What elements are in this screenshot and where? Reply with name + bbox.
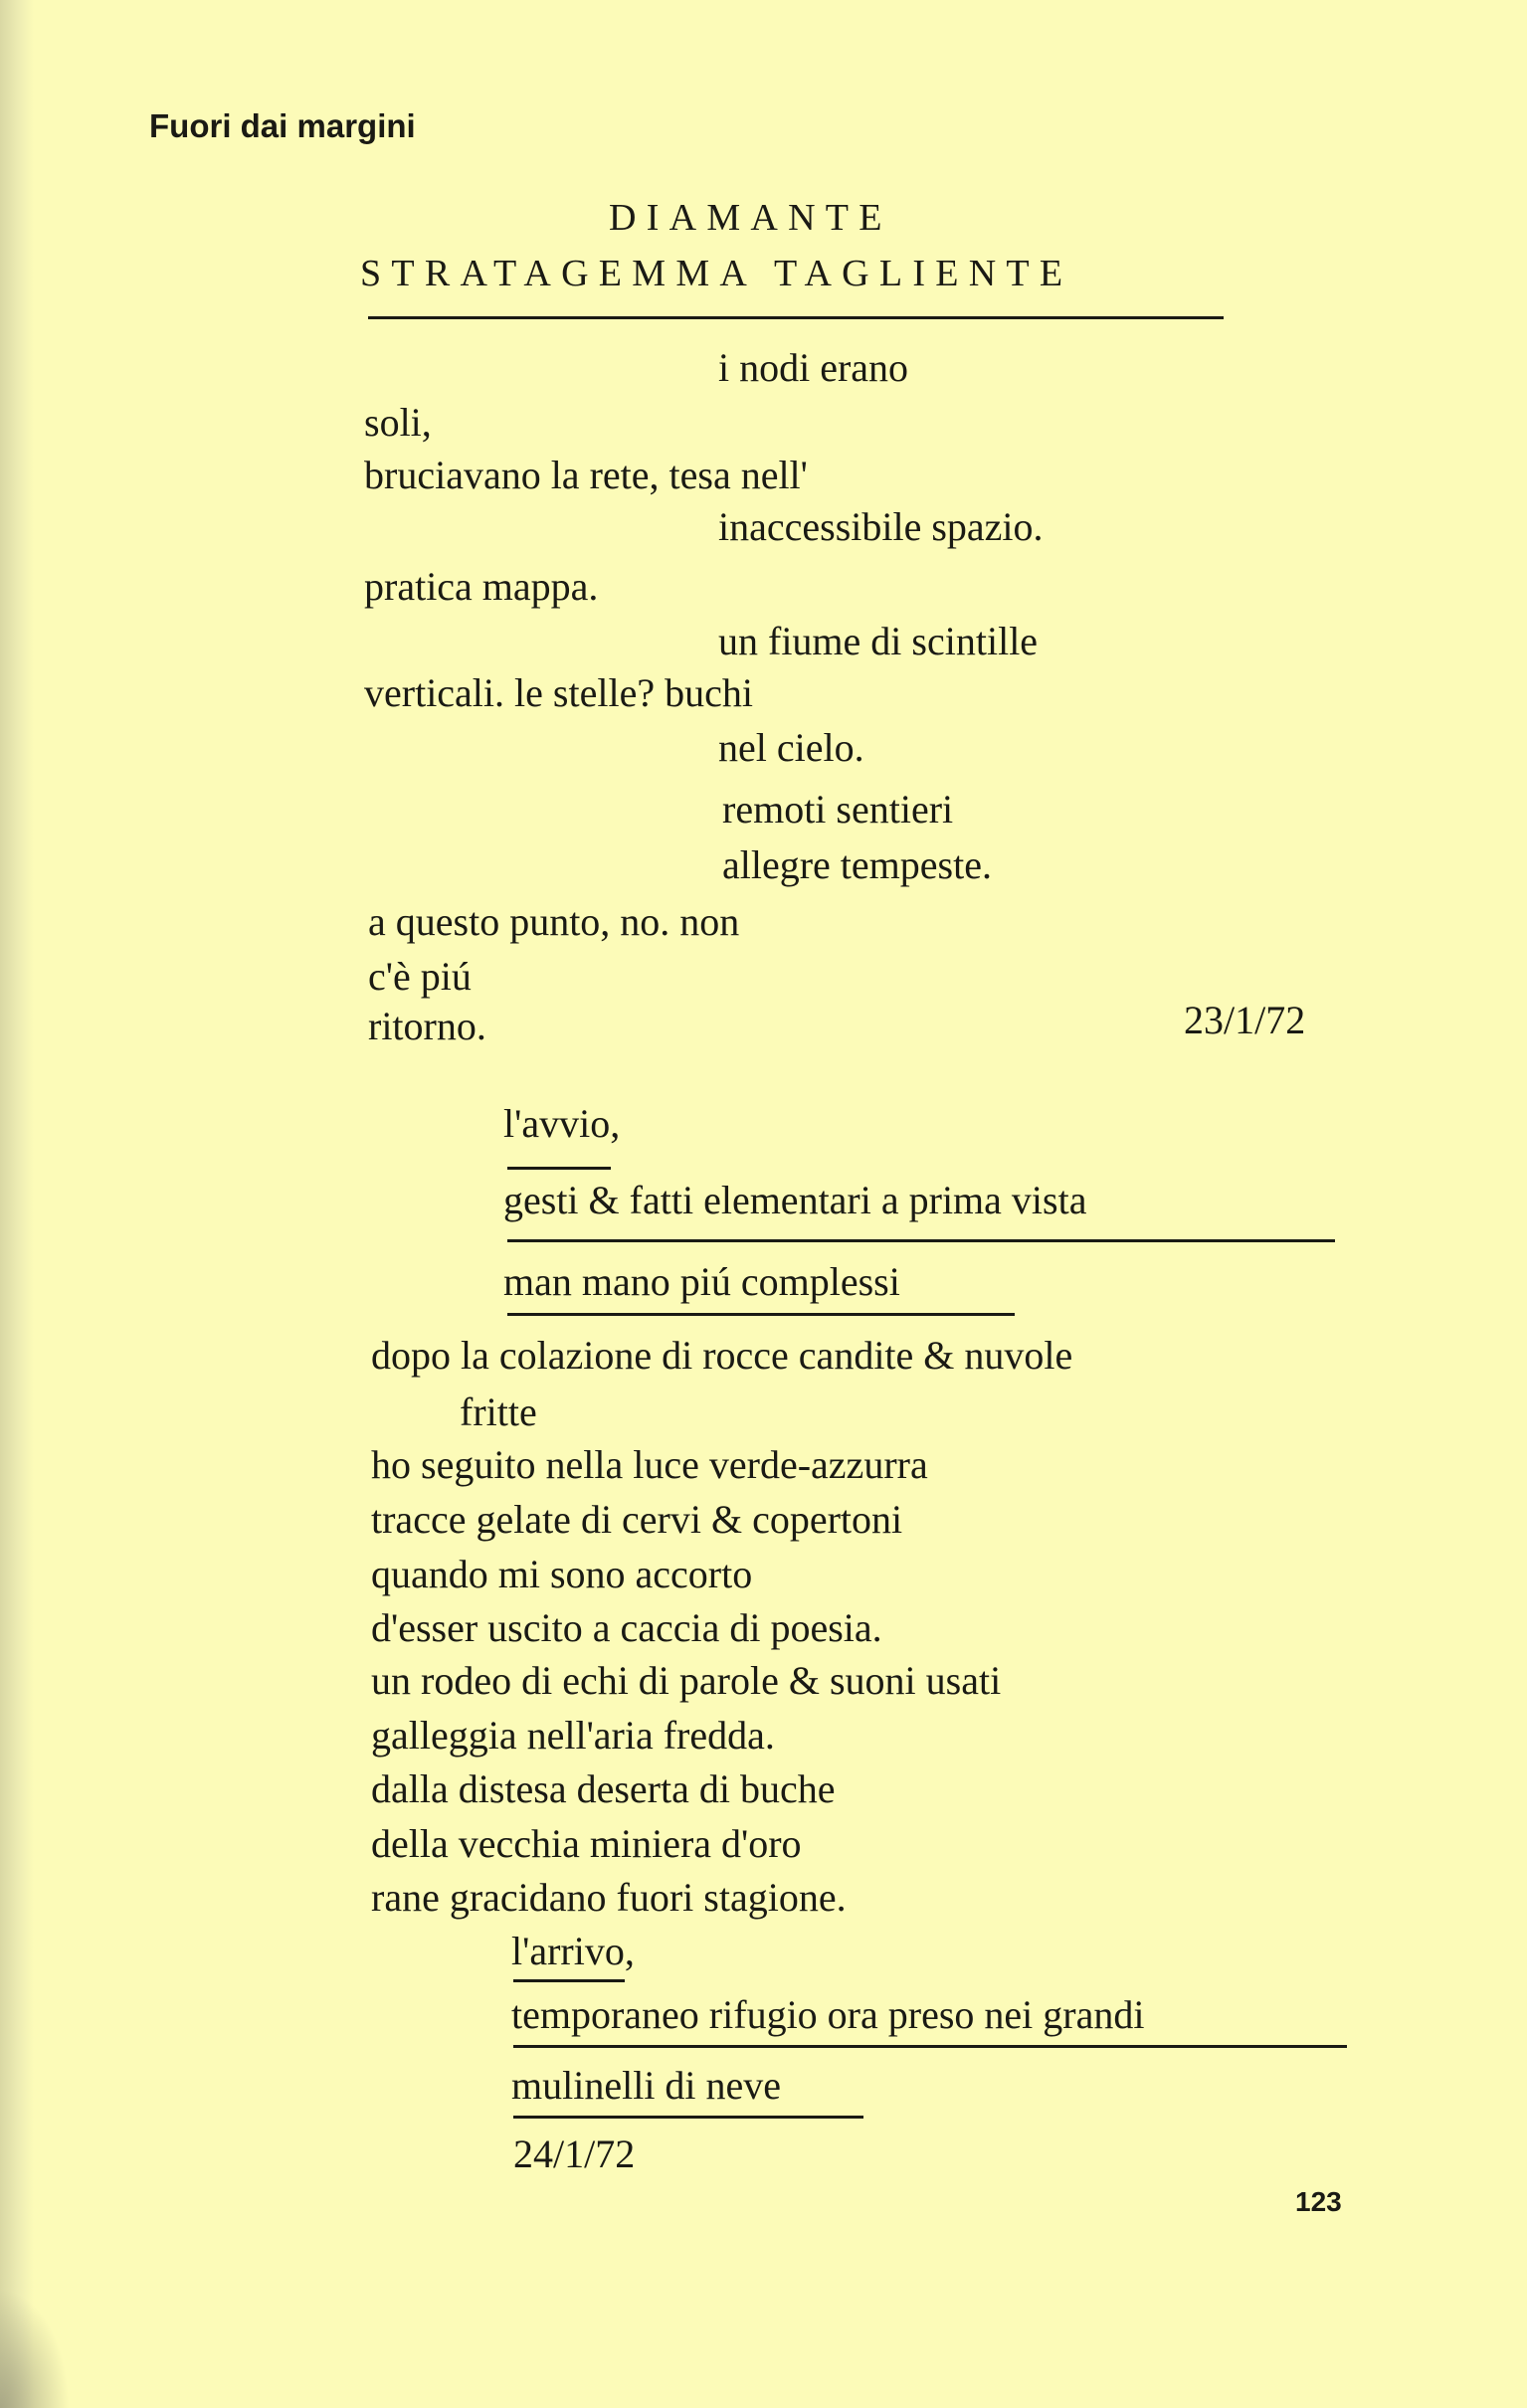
poem-line: ho seguito nella luce verde-azzurra <box>371 1442 928 1487</box>
poem-line: bruciavano la rete, tesa nell' <box>364 453 808 497</box>
poem-line: man mano piú complessi <box>503 1259 900 1304</box>
line-rule <box>507 1313 1015 1316</box>
title-rule <box>368 316 1224 319</box>
poem-line: mulinelli di neve <box>511 2063 782 2108</box>
line-rule <box>507 1239 1335 1242</box>
poem-line: fritte <box>460 1389 537 1434</box>
poem-line: galleggia nell'aria fredda. <box>371 1713 775 1758</box>
running-header: Fuori dai margini <box>149 107 416 144</box>
poem-line: un rodeo di echi di parole & suoni usati <box>371 1658 1002 1703</box>
poem-line: quando mi sono accorto <box>371 1552 753 1596</box>
poem-line: a questo punto, no. non <box>368 899 740 944</box>
poem-line: l'avvio, <box>503 1101 621 1146</box>
poem-line: gesti & fatti elementari a prima vista <box>503 1178 1087 1222</box>
poem-line: un fiume di scintille <box>718 619 1039 663</box>
line-rule <box>507 1167 611 1170</box>
poem-line: tracce gelate di cervi & copertoni <box>371 1497 903 1542</box>
poem-title-line-1: DIAMANTE <box>609 197 892 239</box>
poem-line: nel cielo. <box>718 725 864 770</box>
poem-line: d'esser uscito a caccia di poesia. <box>371 1605 882 1650</box>
poem-line: l'arrivo, <box>511 1929 635 1973</box>
line-rule <box>513 1979 625 1982</box>
poem-line: temporaneo rifugio ora preso nei grandi <box>511 1992 1145 2037</box>
poem-line: verticali. le stelle? buchi <box>364 670 753 715</box>
page-corner-shadow <box>0 2289 70 2408</box>
poem-title-line-2: STRATAGEMMA TAGLIENTE <box>360 253 1073 294</box>
poem-line: soli, <box>364 400 432 445</box>
poem-line: inaccessibile spazio. <box>718 504 1044 549</box>
poem-line: c'è piú <box>368 954 472 999</box>
page-edge-shadow <box>0 0 34 2408</box>
poem-line: pratica mappa. <box>364 564 599 609</box>
poem-line: remoti sentieri <box>722 787 954 832</box>
line-rule <box>513 2116 863 2119</box>
poem-line: rane gracidano fuori stagione. <box>371 1875 847 1920</box>
poem-line: della vecchia miniera d'oro <box>371 1821 802 1866</box>
line-rule <box>513 2045 1347 2048</box>
poem-line: allegre tempeste. <box>722 842 992 887</box>
poem-line: dopo la colazione di rocce candite & nuvole <box>371 1333 1073 1378</box>
poem-line: ritorno. <box>368 1004 486 1048</box>
poem-line: i nodi erano <box>718 345 909 390</box>
poem-date: 23/1/72 <box>1184 998 1306 1042</box>
poem-date: 24/1/72 <box>513 2131 636 2176</box>
poem-line: dalla distesa deserta di buche <box>371 1766 836 1811</box>
page-number: 123 <box>1295 2186 1342 2217</box>
